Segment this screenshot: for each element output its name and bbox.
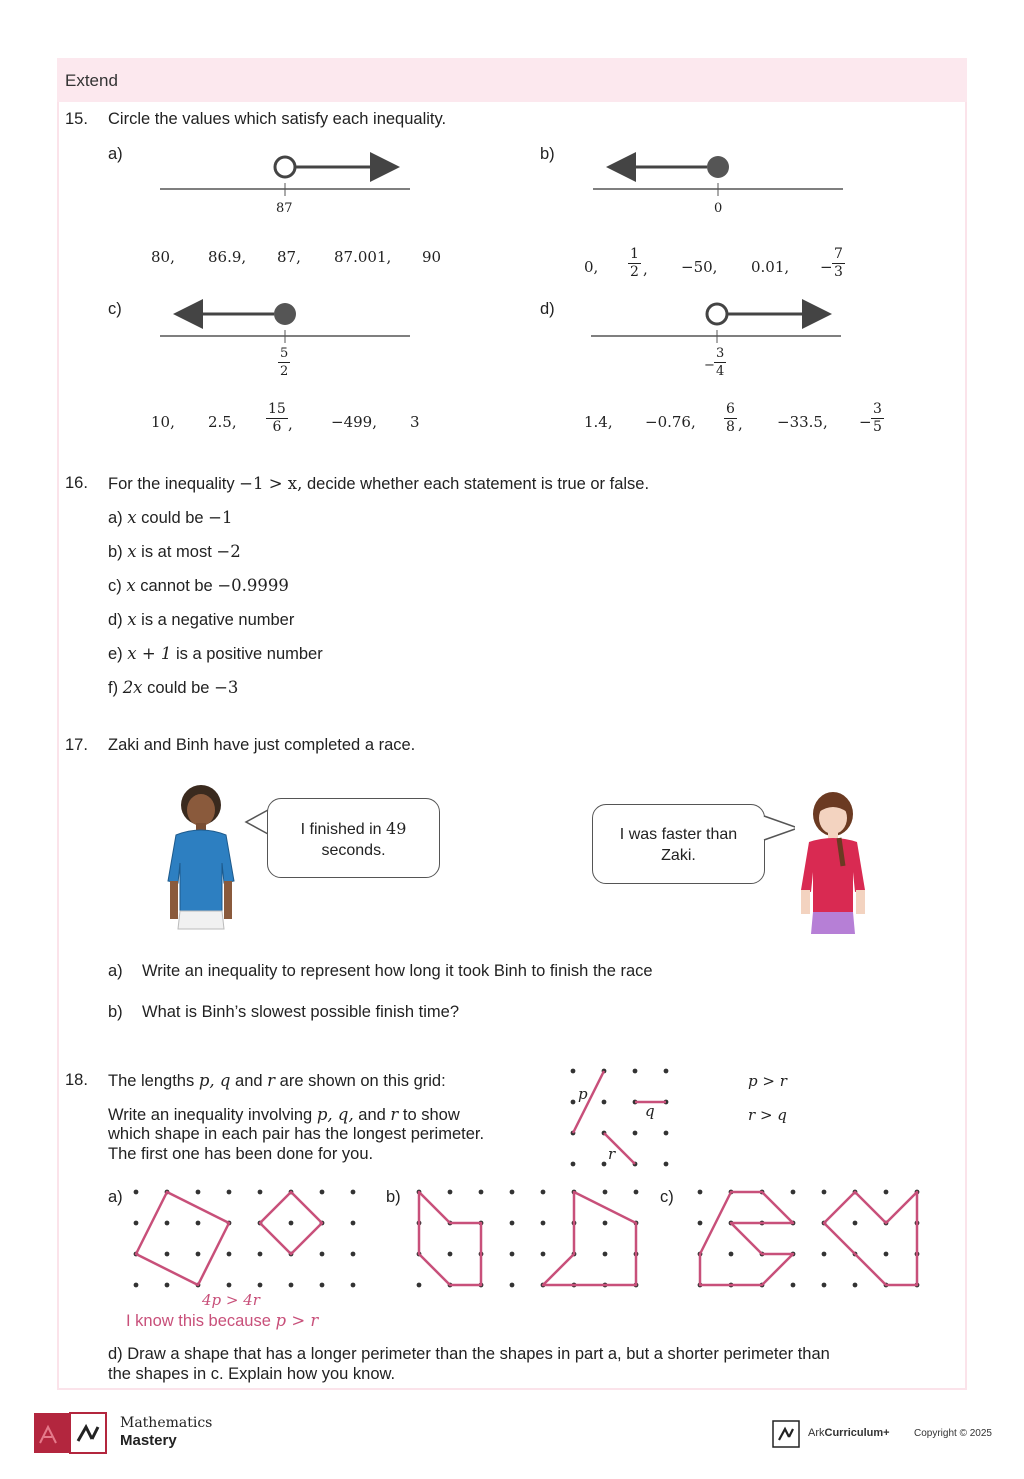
q15b-value[interactable]: −50, [681,258,718,276]
grid-dot [853,1221,858,1226]
q18a-reason: I know this because p > r [126,1311,319,1330]
q17b-label: b) [108,1003,123,1021]
q16-statement: d) x is a negative number [108,610,295,629]
q15c-tick-fraction: $\frac{5}{2}$ [280,346,289,379]
grid-dot [165,1252,170,1257]
grid-dot [320,1252,325,1257]
grid-label-r: r [608,1145,616,1163]
q15b-value[interactable]: 0, [584,258,599,276]
grid-dot [884,1252,889,1257]
q15c-value[interactable]: −499, [331,413,377,431]
comma: , [738,415,743,433]
grid-dot [134,1283,139,1288]
q18d-line1: d) Draw a shape that has a longer perimeter than the shapes in part a, but a shorter perimeter than [108,1345,830,1363]
q15d-value[interactable]: −0.76, [645,413,696,431]
relation-r-q: r > q [748,1106,787,1124]
shape-c1 [700,1192,793,1285]
grid-dot [822,1283,827,1288]
grid-dot [289,1283,294,1288]
grid-dot [510,1190,515,1195]
grid-dot [351,1252,356,1257]
comma: , [288,415,293,433]
q15d-value[interactable]: 1.4, [584,413,613,431]
q15a-tick-label: 87 [276,201,293,216]
grid-dot [698,1221,703,1226]
grid-dot [320,1190,325,1195]
q16-statement: a) x could be −1 [108,508,233,527]
grid-dot [884,1190,889,1195]
q17-number: 17. [65,736,88,754]
q15b-tick-label: 0 [714,201,723,216]
q15a-label: a) [108,145,123,163]
grid-dot [417,1283,422,1288]
grid-dot [165,1221,170,1226]
grid-dot [698,1190,703,1195]
q15c-value[interactable]: 3 [410,413,420,431]
q15a-value[interactable]: 80, [151,248,175,266]
q15c-label: c) [108,300,122,318]
q17-prompt: Zaki and Binh have just completed a race. [108,736,416,754]
grid-dot [510,1283,515,1288]
q18-line3: which shape in each pair has the longest perimeter. [108,1125,485,1143]
shape-c2 [824,1192,917,1285]
grid-dot [258,1190,263,1195]
brand-line1: Mathematics [120,1415,213,1431]
grid-dot [448,1252,453,1257]
grid-dot [791,1283,796,1288]
grid-dot [541,1190,546,1195]
section-title: Extend [65,71,118,90]
minus-sign: − [859,413,872,431]
grid-dot [634,1190,639,1195]
copyright: Copyright © 2025 [914,1428,992,1439]
q18b-label: b) [386,1188,401,1206]
binh-speech-bubble: I was faster than Zaki. [592,804,765,884]
grid-dot [258,1252,263,1257]
grid-dot [603,1252,608,1257]
grid-dot [510,1252,515,1257]
q15d-value-fraction[interactable]: $\frac{6}{8}$ [726,401,735,435]
q15d-value-fraction[interactable]: $\frac{3}{5}$ [873,401,882,435]
relation-p-r: p > r [748,1072,787,1090]
grid-dot [227,1252,232,1257]
grid-dot [196,1190,201,1195]
q15b-value-fraction[interactable]: $\frac{7}{3}$ [834,246,843,280]
grid-dot [853,1283,858,1288]
q17a-text: Write an inequality to represent how long it took Binh to finish the race [142,962,653,980]
q15d-tick-fraction: $\frac{3}{4}$ [716,346,725,379]
grid-dot [791,1190,796,1195]
ark-logo-icon [772,1420,800,1448]
grid-dot [729,1252,734,1257]
q16-statement: e) x + 1 is a positive number [108,644,323,663]
grid-dot [351,1283,356,1288]
grid-label-q: q [645,1102,655,1120]
comma: , [643,260,648,278]
q16-prompt: For the inequality −1 > x, decide whether each statement is true or false. [108,474,650,493]
ark-curriculum-wordmark: ArkCurriculum+ [808,1427,890,1439]
q15b-label: b) [540,145,555,163]
q15-prompt: Circle the values which satisfy each inequality. [108,110,447,128]
grid-dot [822,1190,827,1195]
zaki-speech-bubble: I finished in 49 seconds. [267,798,440,878]
grid-label-p: p [578,1085,588,1103]
grid-dot [351,1190,356,1195]
q16-statement: c) x cannot be −0.9999 [108,576,289,595]
grid-dot [258,1283,263,1288]
q15c-value[interactable]: 10, [151,413,175,431]
grid-dot [320,1283,325,1288]
q16-statement: b) x is at most −2 [108,542,241,561]
q15-number: 15. [65,110,88,128]
mathematics-mastery-logo-icon [34,1413,108,1453]
q18-line1: The lengths p, q and r are shown on this grid: [108,1071,446,1090]
grid-dot [196,1221,201,1226]
grid-dot [165,1283,170,1288]
grid-dot [541,1252,546,1257]
q15d-tick-sign: − [704,358,715,373]
grid-dot [134,1190,139,1195]
q18-number: 18. [65,1071,88,1089]
q15b-value[interactable]: 0.01, [751,258,790,276]
grid-dot [822,1252,827,1257]
q15c-value-fraction[interactable]: $\frac{15}{6}$ [268,401,286,435]
grid-dot [541,1221,546,1226]
minus-sign: − [820,258,833,276]
grid-dot [227,1190,232,1195]
grid-dot [289,1221,294,1226]
q18d-line2: the shapes in c. Explain how you know. [108,1365,396,1383]
shape-a1 [136,1192,229,1285]
q18a-label: a) [108,1188,123,1206]
grid-dot [603,1190,608,1195]
grid-dot [227,1283,232,1288]
grid-dot [196,1252,201,1257]
grid-dot [479,1190,484,1195]
grid-dot [603,1221,608,1226]
q15b-value-fraction[interactable]: $\frac{1}{2}$ [630,246,639,280]
q18-line2: Write an inequality involving p, q, and r to show [108,1105,460,1124]
brand-line2: Mastery [120,1432,177,1449]
q15a-value[interactable]: 90 [422,248,442,266]
q15a-value[interactable]: 87.001, [334,248,392,266]
q18-line4: The first one has been done for you. [108,1145,374,1163]
q17a-label: a) [108,962,123,980]
q15c-value[interactable]: 2.5, [208,413,237,431]
grid-dot [510,1221,515,1226]
q15d-value[interactable]: −33.5, [777,413,828,431]
q17b-text: What is Binh’s slowest possible finish time? [142,1003,459,1021]
q18a-answer: 4p > 4r [202,1291,260,1309]
q15d-label: d) [540,300,555,318]
grid-dot [351,1221,356,1226]
shape-b2 [543,1192,636,1285]
q16-number: 16. [65,474,88,492]
q15a-value[interactable]: 86.9, [208,248,247,266]
q15a-value[interactable]: 87, [277,248,301,266]
grid-dot [134,1221,139,1226]
grid-dot [448,1190,453,1195]
q16-statement: f) 2x could be −3 [108,678,239,697]
q18c-label: c) [660,1188,674,1206]
shape-b1 [419,1192,481,1285]
